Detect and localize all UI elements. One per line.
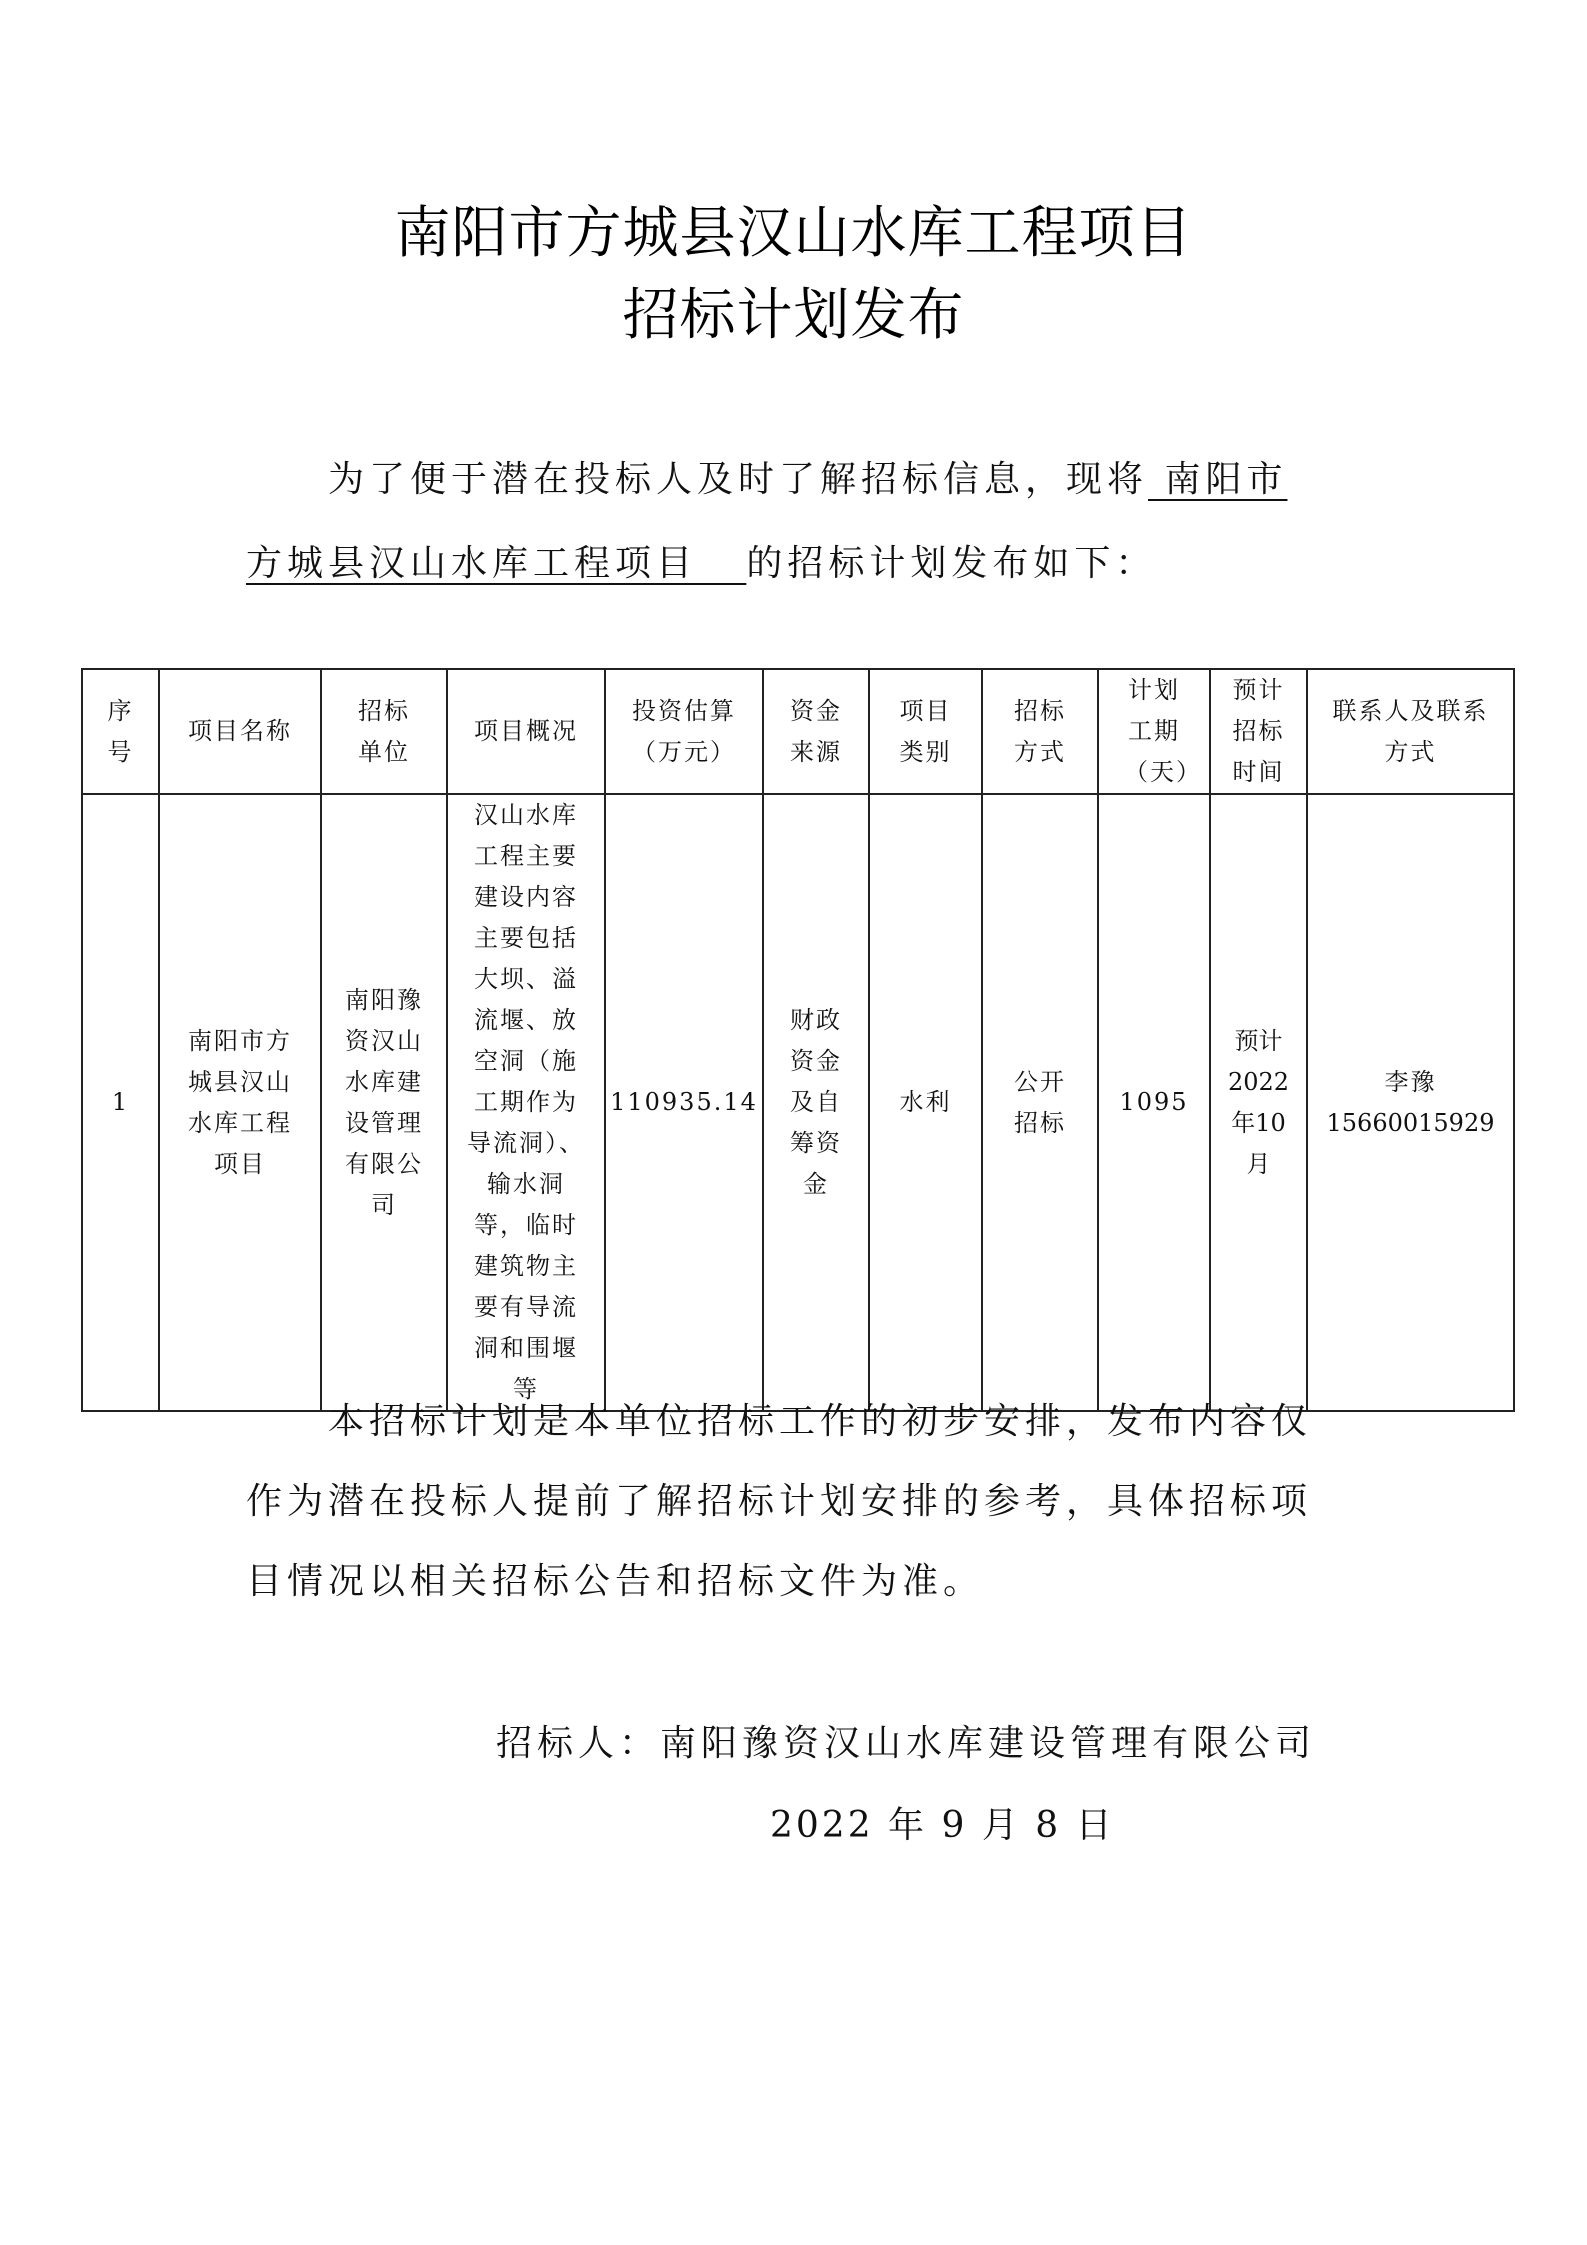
header-project-name: 项目名称 (159, 669, 321, 794)
cell-seq: 1 (82, 794, 159, 1411)
tender-plan-table (81, 668, 1515, 1412)
header-method: 招标方式 (982, 669, 1098, 794)
intro-project-name-part1: 南阳市 (1148, 459, 1288, 500)
contact-phone: 15660015929 (1326, 1108, 1495, 1137)
header-tender-unit: 招标单位 (321, 669, 447, 794)
document-title: 南阳市方城县汉山水库工程项目 (394, 201, 1193, 266)
note-line-1: 本招标计划是本单位招标工作的初步安排，发布内容仅 (328, 1401, 1313, 1442)
header-duration: 计划工期（天） (1098, 669, 1210, 794)
cell-category: 水利 (869, 794, 982, 1411)
cell-tender-unit: 南阳豫资汉山水库建设管理有限公司 (321, 794, 447, 1411)
header-investment: 投资估算（万元） (605, 669, 763, 794)
header-contact: 联系人及联系方式 (1307, 669, 1514, 794)
table-row (82, 794, 1514, 1411)
intro-text: 为了便于潜在投标人及时了解招标信息，现将 (328, 459, 1149, 500)
cell-funding: 财政资金及自筹资金 (763, 794, 869, 1411)
intro-project-name-part2: 方城县汉山水库工程项目 (246, 543, 747, 584)
note-line-3: 目情况以相关招标公告和招标文件为准。 (246, 1561, 985, 1602)
cell-project-name: 南阳市方城县汉山水库工程项目 (159, 794, 321, 1411)
intro-text-end: 的招标计划发布如下： (746, 543, 1157, 584)
table-header-row (82, 669, 1514, 794)
cell-overview: 汉山水库工程主要建设内容主要包括大坝、溢流堰、放空洞（施工期作为导流洞）、输水洞等，临时建筑物主要有导流洞和围堰等 (447, 794, 605, 1411)
issuer-signature: 招标人：南阳豫资汉山水库建设管理有限公司 (496, 1723, 1317, 1764)
cell-duration: 1095 (1098, 794, 1210, 1411)
header-overview: 项目概况 (447, 669, 605, 794)
intro-line-1 (328, 456, 1287, 504)
header-seq: 序号 (82, 669, 159, 794)
issue-date: 2022 年 9 月 8 日 (770, 1805, 1115, 1846)
contact-name: 李豫 (1384, 1067, 1437, 1096)
header-category: 项目类别 (869, 669, 982, 794)
cell-contact (1307, 794, 1514, 1411)
cell-method: 公开招标 (982, 794, 1098, 1411)
note-line-2: 作为潜在投标人提前了解招标计划安排的参考，具体招标项 (246, 1481, 1313, 1522)
header-funding: 资金来源 (763, 669, 869, 794)
header-tender-time: 预计招标时间 (1210, 669, 1307, 794)
cell-tender-time: 预计2022年10月 (1210, 794, 1307, 1411)
document-subtitle: 招标计划发布 (622, 283, 965, 348)
intro-line-2 (246, 540, 1156, 588)
cell-investment: 110935.14 (605, 794, 763, 1411)
